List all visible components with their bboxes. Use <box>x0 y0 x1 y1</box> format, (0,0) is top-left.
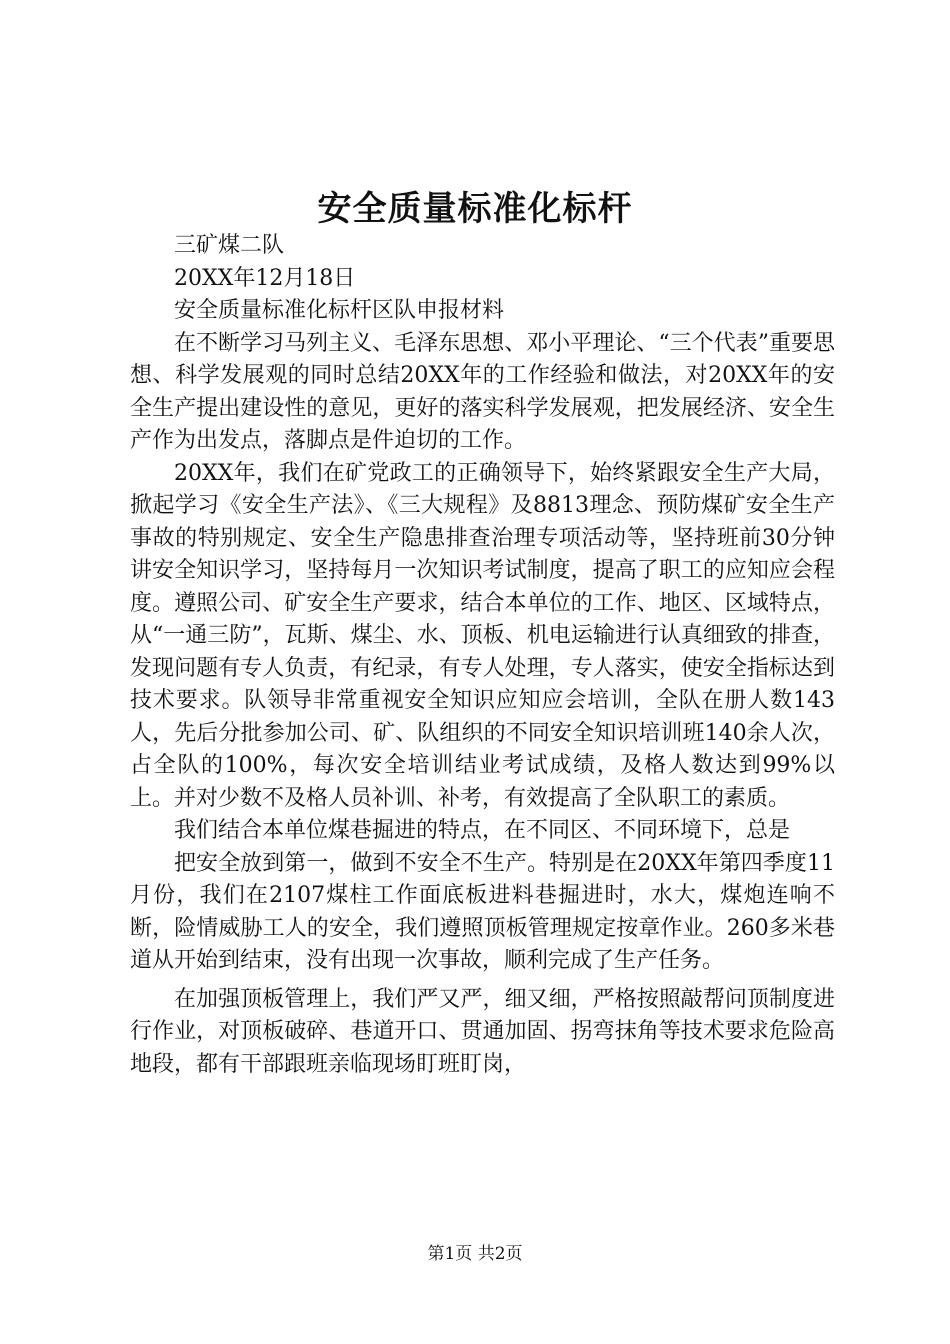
document-body <box>130 230 835 1081</box>
document-title: 安全质量标准化标杆 <box>317 189 633 229</box>
document-subtitle: 安全质量标准化标杆区队申报材料 <box>174 298 505 323</box>
paragraph: 我们结合本单位煤巷掘进的特点，在不同区、不同环境下，总是 <box>174 818 791 843</box>
page-footer: 第1页 共2页 <box>427 1244 523 1264</box>
paragraph: 在不断学习马列主义、毛泽东思想、邓小平理论、“三个代表”重要思想、科学发展观的同时总结20XX年的工作经验和做法，对20XX年的安全生产提出建设性的意见，更好的落实科学发展观，把发展经济、安全生产作为出发点，落脚点是件迫切的工作。 <box>130 330 835 453</box>
paragraph: 把安全放到第一，做到不安全不生产。特别是在20XX年第四季度11月份，我们在2107煤柱工作面底板进料巷掘进时，水大，煤炮连响不断，险情威胁工人的安全，我们遵照顶板管理规定按章作业。260多米巷道从开始到结束，没有出现一次事故，顺利完成了生产任务。 <box>130 850 835 973</box>
paragraph: 20XX年，我们在矿党政工的正确领导下，始终紧跟安全生产大局，掀起学习《安全生产法》、《三大规程》及8813理念、预防煤矿安全生产事故的特别规定、安全生产隐患排查治理专项活动等，坚持班前30分钟讲安全知识学习，坚持每月一次知识考试制度，提高了职工的应知应会程度。遵照公司、矿安全生产要求，结合本单位的工作、地区、区域特点，从“一通三防”，瓦斯、煤尘、水、顶板、机电运输进行认真细致的排查，发现问题有专人负责，有纪录，有专人处理，专人落实，使安全指标达到技术要求。队领导非常重视安全知识应知应会培训，全队在册人数143人，先后分批参加公司、矿、队组织的不同安全知识培训班140余人次，占全队的100%，每次安全培训结业考试成绩，及格人数达到99%以上。并对少数不及格人员补训、补考，有效提高了全队职工的素质。 <box>130 460 835 811</box>
team-name: 三矿煤二队 <box>174 233 285 258</box>
document-date: 20XX年12月18日 <box>174 265 356 291</box>
paragraph: 在加强顶板管理上，我们严又严，细又细，严格按照敲帮问顶制度进行作业，对顶板破碎、巷道开口、贯通加固、拐弯抹角等技术要求危险高地段，都有干部跟班亲临现场盯班盯岗， <box>130 986 835 1077</box>
